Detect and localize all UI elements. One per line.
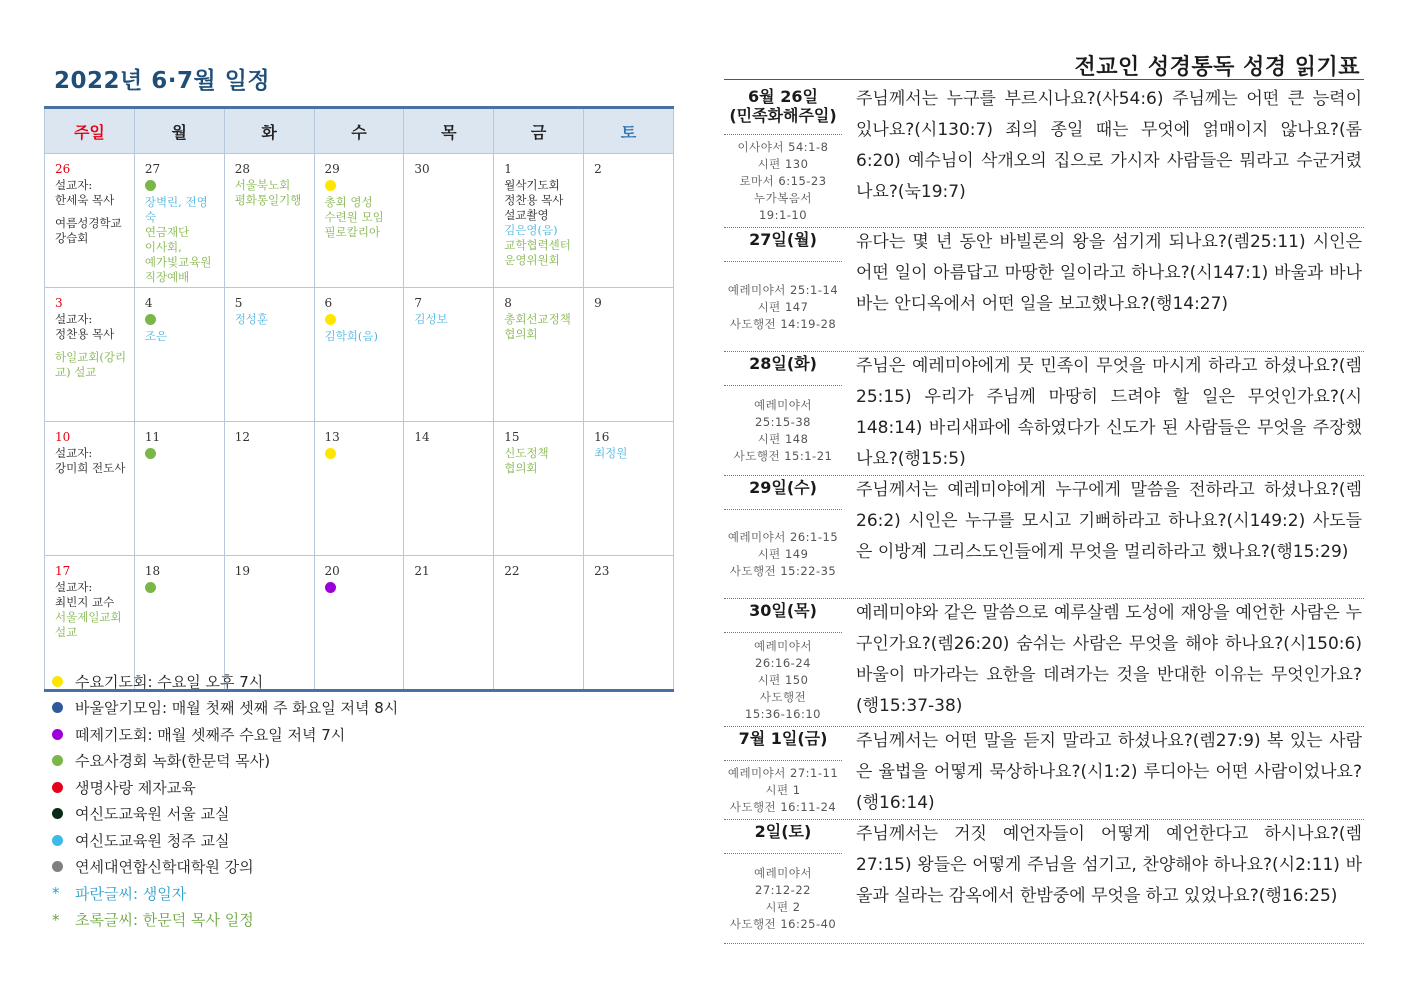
event-note: 강습회 <box>55 231 89 245</box>
reading-ref-line: 사도행전 15:22-35 <box>729 564 837 578</box>
event-note: 신도정책 <box>504 446 549 460</box>
calendar-day-cell <box>404 422 494 556</box>
calendar-day-cell <box>134 154 224 288</box>
event-note: 한세욱 목사 <box>55 193 115 207</box>
event-note: 최빈지 교수 <box>55 595 115 609</box>
event-note: 예가빛교육원 <box>144 255 212 269</box>
calendar-day-cell <box>224 154 314 288</box>
day-number: 22 <box>504 564 520 578</box>
event-note: 정성훈 <box>234 312 269 326</box>
reading-ref-line: 시편 2 <box>765 900 801 914</box>
reading-date: 30일(목) <box>724 598 842 633</box>
calendar-title: 2022년 6·7월 일정 <box>54 68 271 94</box>
reading-ref-line: 누가복음서 <box>753 191 813 205</box>
reading-ref-line: 시편 1 <box>765 783 801 797</box>
calendar-day-cell <box>314 154 404 288</box>
calendar-legend <box>52 668 672 933</box>
event-note: 설교자: <box>55 446 93 460</box>
weekday-fri: 금 <box>494 108 584 154</box>
reading-ref-line: 사도행전 15:1-21 <box>733 449 833 463</box>
event-note: 운영위원회 <box>504 253 560 267</box>
legend-dot-icon <box>52 676 63 687</box>
reading-ref-line: 19:1-10 <box>758 208 808 222</box>
day-number: 27 <box>144 162 161 176</box>
calendar-table <box>44 106 674 692</box>
reading-ref-line: 예레미야서 <box>753 866 813 880</box>
event-note: 총회선교정책 <box>504 312 571 326</box>
calendar-day-cell <box>584 422 674 556</box>
legend-label: 여신도교육원 청주 교실 <box>75 831 230 850</box>
legend-dot-icon <box>52 702 63 713</box>
asterisk-icon: * <box>52 910 60 929</box>
reading-questions: 유다는 몇 년 동안 바빌론의 왕을 섬기게 되나요?(렘25:11) 시인은 어떤 일이 아름답고 마땅한 일이라고 하나요?(시147:1) 바울과 바나바는 안디옥에서 어떤 일을 보고했나요?(행14:27) <box>856 232 1362 314</box>
reading-ref-line: 사도행전 16:11-24 <box>729 800 837 814</box>
calendar-day-cell <box>45 288 135 422</box>
day-number: 6 <box>324 296 333 310</box>
reading-entry-meta <box>724 819 842 933</box>
day-number: 10 <box>55 430 71 444</box>
reading-refs <box>724 854 842 933</box>
reading-ref-line: 27:12-22 <box>755 883 811 897</box>
event-note: 조은 <box>144 329 168 343</box>
reading-refs <box>724 262 842 333</box>
day-number: 18 <box>144 564 161 578</box>
reading-questions: 주님께서는 거짓 예언자들이 어떻게 예언한다고 하시나요?(렘27:15) 왕들은 어떻게 주님을 섬기고, 찬양해야 하나요?(시2:11) 바울과 실라는 감옥에서 한밤중에 무엇을 하고 있었나요?(행16:25) <box>856 824 1362 906</box>
reading-date: 29일(수) <box>724 475 842 510</box>
day-number: 1 <box>504 162 512 176</box>
reading-date: 28일(화) <box>724 351 842 386</box>
day-number: 15 <box>504 430 520 444</box>
reading-refs <box>724 633 842 723</box>
event-dot-icon <box>145 582 156 593</box>
day-number: 12 <box>234 430 250 444</box>
reading-entry <box>724 475 1364 599</box>
reading-refs <box>724 761 842 816</box>
legend-item <box>52 801 672 828</box>
event-note: 하일교회(강리 <box>55 350 127 364</box>
legend-dot-icon <box>52 729 63 740</box>
day-number: 20 <box>324 564 340 578</box>
weekday-wed: 수 <box>314 108 404 154</box>
event-dot-icon <box>325 582 336 593</box>
calendar-day-cell <box>134 422 224 556</box>
reading-entry-meta <box>724 227 842 333</box>
calendar-week-row <box>45 288 674 422</box>
legend-note <box>52 880 672 907</box>
reading-entry-meta <box>724 475 842 580</box>
reading-date: 27일(월) <box>724 227 842 262</box>
reading-date: 6월 26일 (민족화해주일) <box>724 84 842 135</box>
reading-ref-line: 사도행전 14:19-28 <box>729 316 837 331</box>
reading-ref-line: 시편 150 <box>757 672 809 687</box>
event-note: 설교자: <box>55 312 93 326</box>
calendar-day-cell <box>224 422 314 556</box>
reading-entry <box>724 84 1364 228</box>
calendar-day-cell <box>224 288 314 422</box>
legend-label: 생명사랑 제자교육 <box>75 778 196 797</box>
legend-note-label: 초록글씨: 한문덕 목사 일정 <box>75 911 254 930</box>
event-note: 수련원 모임 <box>324 210 384 224</box>
legend-dot-icon <box>52 835 63 846</box>
legend-item <box>52 695 672 722</box>
event-dot-icon <box>145 314 156 325</box>
day-number: 30 <box>414 162 430 176</box>
event-note: 교) 설교 <box>55 365 97 379</box>
event-dot-icon <box>325 314 336 325</box>
asterisk-icon: * <box>52 884 60 903</box>
event-dot-icon <box>325 448 336 459</box>
calendar-week-row <box>45 154 674 288</box>
event-dot-icon <box>145 448 156 459</box>
event-note: 최정원 <box>594 446 628 460</box>
event-note: 김성보 <box>414 312 448 326</box>
reading-entry-meta <box>724 351 842 465</box>
event-note: 설교자: <box>55 580 93 594</box>
reading-ref-line: 시편 130 <box>757 157 809 171</box>
day-number: 26 <box>55 162 71 176</box>
reading-entry <box>724 819 1364 944</box>
event-note: 정찬용 목사 <box>504 193 564 207</box>
reading-ref-line: 예레미야서 25:1-14 <box>727 282 839 297</box>
reading-ref-line: 이사야서 54:1-8 <box>737 140 829 154</box>
event-note: 정찬용 목사 <box>55 327 115 341</box>
event-note: 이사회, <box>144 240 182 254</box>
calendar-day-cell <box>404 154 494 288</box>
spacer <box>55 208 128 216</box>
day-number: 23 <box>594 564 610 578</box>
reading-entry-meta <box>724 84 842 224</box>
calendar-day-cell <box>494 154 584 288</box>
day-number: 3 <box>55 296 63 310</box>
reading-entry-meta <box>724 726 842 816</box>
weekday-sat: 토 <box>584 108 674 154</box>
calendar-day-cell <box>584 288 674 422</box>
day-number: 14 <box>414 430 430 444</box>
day-number: 11 <box>144 430 161 444</box>
calendar-day-cell <box>584 154 674 288</box>
calendar-day-cell <box>45 422 135 556</box>
legend-dot-icon <box>52 755 63 766</box>
legend-label: 수요기도회: 수요일 오후 7시 <box>75 672 264 691</box>
legend-note <box>52 907 672 934</box>
event-note: 김학희(음) <box>324 329 378 343</box>
event-note: 직장예배 <box>144 270 190 284</box>
reading-entry <box>724 726 1364 820</box>
legend-label: 바울알기모임: 매월 첫째 셋째 주 화요일 저녁 8시 <box>75 699 399 718</box>
day-number: 4 <box>144 296 153 310</box>
day-number: 16 <box>594 430 610 444</box>
calendar-day-cell <box>404 288 494 422</box>
day-number: 29 <box>324 162 340 176</box>
event-note: 장벽린, 전영숙 <box>144 195 208 224</box>
reading-ref-line: 예레미야서 <box>753 398 813 412</box>
event-note: 월삭기도회 <box>504 178 560 192</box>
legend-item <box>52 854 672 881</box>
legend-label: 수요사경회 녹화(한문덕 목사) <box>75 752 271 771</box>
reading-ref-line: 15:36-16:10 <box>745 706 821 721</box>
reading-ref-line: 예레미야서 27:1-11 <box>727 766 839 780</box>
day-number: 28 <box>234 162 250 176</box>
calendar-day-cell <box>134 288 224 422</box>
reading-refs <box>724 386 842 465</box>
reading-ref-line: 예레미야서 26:1-15 <box>727 530 839 544</box>
calendar-day-cell <box>45 154 135 288</box>
legend-dot-icon <box>52 782 63 793</box>
legend-item <box>52 721 672 748</box>
day-number: 19 <box>234 564 250 578</box>
calendar-week-row <box>45 422 674 556</box>
reading-entry <box>724 227 1364 352</box>
event-note: 교학협력센터 <box>504 238 571 252</box>
reading-ref-line: 시편 148 <box>757 432 809 446</box>
day-number: 21 <box>414 564 430 578</box>
legend-dot-icon <box>52 808 63 819</box>
weekday-tue: 화 <box>224 108 314 154</box>
event-note: 설교촬영 <box>504 208 549 222</box>
reading-questions: 주님은 예레미야에게 뭇 민족이 무엇을 마시게 하라고 하셨나요?(렘25:15) 우리가 주님께 마땅히 드려야 할 일은 무엇인가요?(시148:14) 바리새파에 속하였다가 신도가 된 사람들은 무엇을 주장했나요?(행15:5) <box>856 356 1362 469</box>
day-number: 5 <box>234 296 243 310</box>
reading-ref-line: 로마서 6:15-23 <box>739 174 827 188</box>
calendar-day-cell <box>494 288 584 422</box>
legend-dot-icon <box>52 861 63 872</box>
event-note: 협의회 <box>504 461 538 475</box>
event-dot-icon <box>325 180 336 191</box>
reading-questions: 주님께서는 예레미야에게 누구에게 말씀을 전하라고 하셨나요?(렘26:2) 시인은 누구를 모시고 기뻐하라고 하나요?(시149:2) 사도들은 이방계 그리스도인들에게 무엇을 멀리하라고 했나요?(행15:29) <box>856 480 1362 562</box>
day-number: 9 <box>594 296 602 310</box>
reading-questions: 주님께서는 어떤 말을 듣지 말라고 하셨나요?(렘27:9) 복 있는 사람은 율법을 어떻게 묵상하나요?(시1:2) 루디아는 어떤 사람이었나요?(행16:14) <box>856 731 1362 813</box>
legend-item <box>52 827 672 854</box>
day-number: 7 <box>414 296 423 310</box>
event-note: 김은영(음) <box>504 223 558 237</box>
reading-refs <box>724 510 842 580</box>
event-note: 평화통일기행 <box>234 193 302 207</box>
reading-ref-line: 시편 149 <box>757 547 809 561</box>
event-note: 서울제일교회 <box>55 610 122 624</box>
calendar-day-cell <box>314 288 404 422</box>
reading-ref-line: 시편 147 <box>757 299 809 314</box>
reading-questions: 주님께서는 누구를 부르시나요?(사54:6) 주님께는 어떤 큰 능력이 있나요?(시130:7) 죄의 종일 때는 무엇에 얽매이지 않나요?(롬6:20) 예수님이 삭개오의 집으로 가시자 사람들은 뭐라고 수군거렸나요?(눅19:7) <box>856 89 1362 202</box>
event-note: 협의회 <box>504 327 538 341</box>
reading-entry-meta <box>724 598 842 723</box>
legend-item <box>52 668 672 695</box>
event-note: 필로칼리아 <box>324 225 381 239</box>
calendar-day-cell <box>314 422 404 556</box>
day-number: 2 <box>594 162 602 176</box>
reading-refs <box>724 135 842 224</box>
event-note: 총회 영성 <box>324 195 373 209</box>
legend-label: 여신도교육원 서울 교실 <box>75 805 230 824</box>
reading-title: 전교인 성경통독 성경 읽기표 <box>1074 55 1360 80</box>
reading-ref-line: 사도행전 <box>759 689 807 704</box>
calendar-day-cell <box>494 422 584 556</box>
event-note: 서울북노회 <box>234 178 291 192</box>
day-number: 17 <box>55 564 71 578</box>
legend-item <box>52 748 672 775</box>
legend-note-label: 파란글씨: 생일자 <box>75 884 187 903</box>
reading-entry <box>724 351 1364 476</box>
event-note: 연금재단 <box>144 225 190 239</box>
legend-item <box>52 774 672 801</box>
reading-top-rule <box>724 79 1364 80</box>
event-note: 강미희 전도사 <box>55 461 126 475</box>
reading-ref-line: 사도행전 16:25-40 <box>729 917 837 931</box>
event-note: 여름성경학교 <box>55 216 122 230</box>
reading-ref-line: 25:15-38 <box>755 415 811 429</box>
legend-label: 떼제기도회: 매월 셋째주 수요일 저녁 7시 <box>75 725 346 744</box>
legend-label: 연세대연합신학대학원 강의 <box>75 858 254 877</box>
day-number: 8 <box>504 296 512 310</box>
reading-date: 7월 1일(금) <box>724 726 842 761</box>
reading-questions: 예레미야와 같은 말씀으로 예루살렘 도성에 재앙을 예언한 사람은 누구인가요?(렘26:20) 숨쉬는 사람은 무엇을 해야 하나요?(시150:6) 바울이 마가라는 요한을 데려가는 것을 반대한 이유는 무엇인가요?(행15:37-38) <box>856 603 1362 716</box>
event-note: 설교자: <box>55 178 93 192</box>
reading-entry <box>724 598 1364 727</box>
event-dot-icon <box>145 180 156 191</box>
weekday-thu: 목 <box>404 108 494 154</box>
reading-date: 2일(토) <box>724 819 842 854</box>
event-note: 설교 <box>55 625 78 639</box>
day-number: 13 <box>324 430 340 444</box>
reading-ref-line: 예레미야서 <box>753 638 813 653</box>
weekday-sun: 주일 <box>45 108 135 154</box>
reading-ref-line: 26:16-24 <box>755 655 811 670</box>
spacer <box>55 342 128 350</box>
weekday-header-row <box>45 108 674 154</box>
weekday-mon: 월 <box>134 108 224 154</box>
